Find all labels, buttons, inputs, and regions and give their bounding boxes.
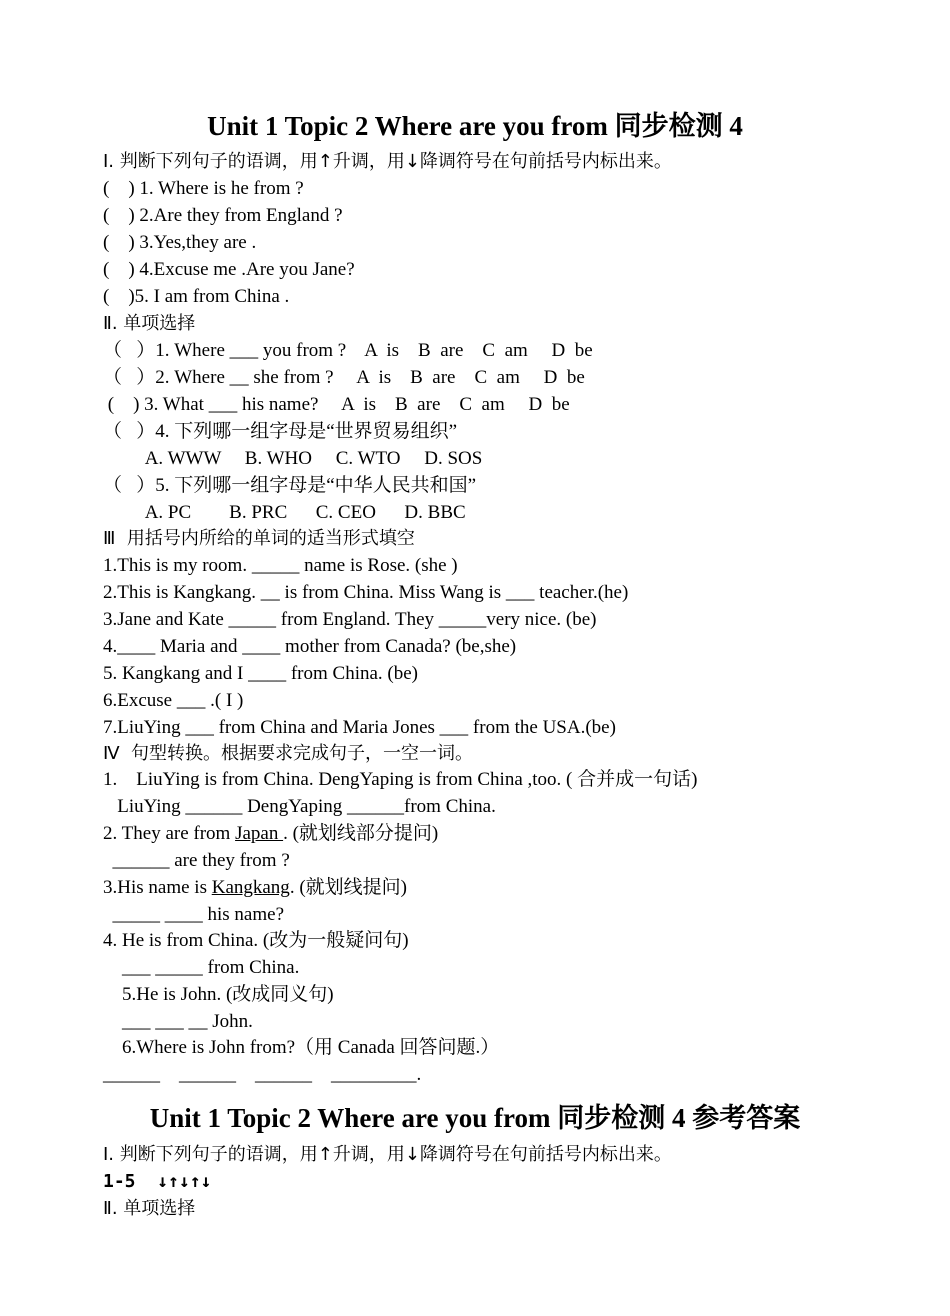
section-1-item: ( ) 3.Yes,they are . [103, 232, 257, 253]
section-2-item: （ ）5. 下列哪一组字母是“中华人民共和国” [103, 475, 477, 496]
section-3-item: 4.____ Maria and ____ mother from Canada? (be,she) [103, 636, 517, 657]
section-2-options: A. WWW B. WHO C. WTO D. SOS [103, 448, 483, 469]
answers-section-1-key: 1-5 ↓↑↓↑↓ [103, 1171, 212, 1192]
section-4-answer-line: ______ ______ ______ _________. [103, 1064, 422, 1085]
section-4-question: 4. He is from China. (改为一般疑问句) [103, 930, 409, 951]
section-3-item: 2.This is Kangkang. __ is from China. Miss Wang is ___ teacher.(he) [103, 582, 629, 603]
page-title: Unit 1 Topic 2 Where are you from 同步检测 4 [207, 111, 743, 141]
section-1-heading: Ⅰ. 判断下列句子的语调，用↑升调，用↓降调符号在句前括号内标出来。 [103, 151, 672, 172]
section-1-item: ( ) 1. Where is he from ? [103, 178, 304, 199]
section-4-question [103, 820, 438, 847]
section-4-question: 5.He is John. (改成同义句) [103, 984, 334, 1005]
section-3-item: 1.This is my room. _____ name is Rose. (she ) [103, 555, 458, 576]
section-1-item: ( ) 2.Are they from England ? [103, 205, 343, 226]
section-2-item: （ ）1. Where ___ you from ? A is B are C am D be [103, 340, 593, 361]
question-text: 2. They are from [103, 823, 236, 844]
section-3-item: 5. Kangkang and I ____ from China. (be) [103, 663, 419, 684]
question-text: 3.His name is [103, 877, 212, 898]
answers-title: Unit 1 Topic 2 Where are you from 同步检测 4 参考答案 [149, 1103, 801, 1133]
underlined-word: Kangkang [211, 877, 290, 898]
section-3-item: 6.Excuse ___ .( I ) [103, 690, 244, 711]
question-instruction: . (就划线部分提问) [283, 823, 439, 844]
question-instruction: . (就划线提问) [289, 877, 407, 898]
section-3-item: 7.LiuYing ___ from China and Maria Jones ___ from the USA.(be) [103, 717, 616, 738]
section-4-answer-line: ___ _____ from China. [103, 957, 300, 978]
section-2-heading: Ⅱ. 单项选择 [103, 313, 196, 334]
underlined-word: Japan [235, 823, 284, 844]
section-4-answer-line: _____ ____ his name? [103, 904, 285, 925]
section-4-answer-line: LiuYing ______ DengYaping ______from China. [103, 796, 496, 817]
answers-section-1-heading: Ⅰ. 判断下列句子的语调，用↑升调，用↓降调符号在句前括号内标出来。 [103, 1144, 672, 1165]
section-4-question: 6.Where is John from?（用 Canada 回答问题.） [103, 1037, 500, 1058]
section-3-heading: Ⅲ 用括号内所给的单词的适当形式填空 [103, 528, 415, 549]
section-2-item: （ ）4. 下列哪一组字母是“世界贸易组织” [103, 421, 458, 442]
section-1-item: ( )5. I am from China . [103, 286, 290, 307]
section-4-answer-line: ______ are they from ? [103, 850, 290, 871]
section-4-question: 1. LiuYing is from China. DengYaping is from China ,too. ( 合并成一句话) [103, 769, 698, 790]
section-2-item: ( ) 3. What ___ his name? A is B are C am D be [103, 394, 570, 415]
section-4-heading: Ⅳ 句型转换。根据要求完成句子，一空一词。 [103, 743, 474, 764]
section-1-item: ( ) 4.Excuse me .Are you Jane? [103, 259, 355, 280]
section-4-answer-line: ___ ___ __ John. [103, 1011, 253, 1032]
answers-section-2-heading: Ⅱ. 单项选择 [103, 1198, 196, 1219]
section-4-question [103, 874, 407, 901]
section-3-item: 3.Jane and Kate _____ from England. They _____very nice. (be) [103, 609, 597, 630]
section-2-item: （ ）2. Where __ she from ? A is B are C am D be [103, 367, 585, 388]
section-2-options: A. PC B. PRC C. CEO D. BBC [103, 502, 466, 523]
